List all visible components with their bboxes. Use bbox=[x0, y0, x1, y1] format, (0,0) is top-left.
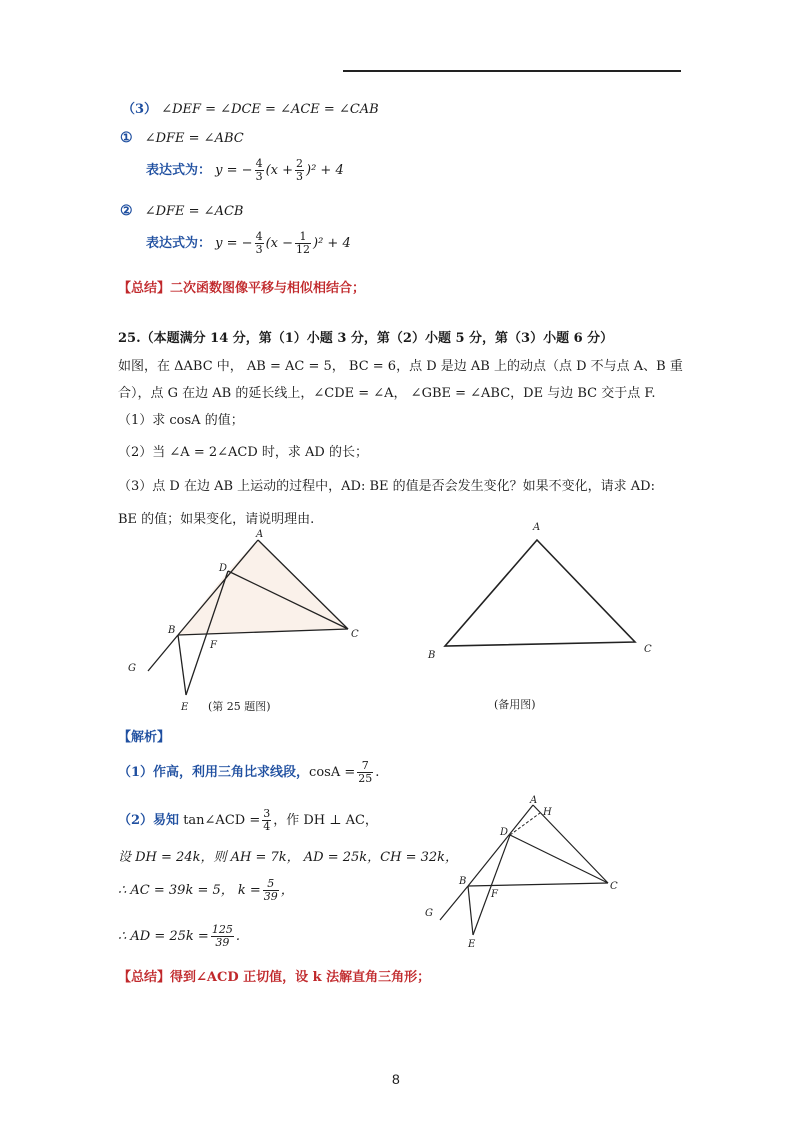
answer-2-line-4-end: . bbox=[235, 929, 240, 944]
part3-relation: ∠DEF = ∠DCE = ∠ACE = ∠CAB bbox=[161, 102, 379, 117]
header-rule bbox=[343, 70, 681, 72]
fig3-label-c: C bbox=[610, 881, 618, 892]
fig3-segment-be bbox=[468, 886, 473, 935]
case1-condition: ∠DFE = ∠ABC bbox=[144, 131, 244, 146]
case1-marker: ① bbox=[120, 130, 133, 146]
question-3-line-2: BE 的值；如果变化，请说明理由. bbox=[118, 512, 315, 527]
case1-frac-a: $\frac{4}{3}$ bbox=[255, 157, 263, 183]
question-1: （1）求 cosA 的值； bbox=[118, 413, 244, 428]
answer-2-line-3-pre: ∴ AC = 39k = 5， k = bbox=[118, 883, 261, 898]
fig3-label-a: A bbox=[530, 795, 538, 806]
page-number: 8 bbox=[392, 1071, 400, 1087]
answer-2-line-3 bbox=[118, 878, 294, 903]
answer-2-line-2: 设 DH = 24k，则 AH = 7k， AD = 25k，CH = 32k， bbox=[118, 850, 459, 865]
case2-expr-mid: (x − bbox=[265, 236, 293, 251]
case2-condition-line bbox=[120, 203, 243, 219]
fig3-label-d: D bbox=[500, 827, 509, 838]
case2-marker: ② bbox=[120, 203, 133, 219]
figure-25-diagram bbox=[120, 525, 370, 725]
fig2-triangle-abc bbox=[445, 540, 635, 646]
problem-line-2: 合），点 G 在边 AB 的延长线上，∠CDE = ∠A， ∠GBE = ∠ABC，DE 与边 BC 交于点 F. bbox=[118, 386, 656, 401]
fig1-label-e: E bbox=[181, 702, 189, 713]
fig1-label-d: D bbox=[219, 563, 228, 574]
case2-expr-lhs: y = − bbox=[215, 236, 253, 251]
backup-diagram bbox=[420, 515, 680, 715]
answer-2-line-3-end: ， bbox=[280, 883, 294, 898]
fig1-caption: (第 25 题图) bbox=[208, 700, 271, 713]
answer-2-line-4 bbox=[118, 924, 240, 949]
fig1-label-a: A bbox=[256, 529, 264, 540]
fig3-label-h: H bbox=[543, 807, 552, 818]
fig1-label-f: F bbox=[210, 640, 217, 651]
answer-2-line-4-pre: ∴ AD = 25k = bbox=[118, 929, 209, 944]
analysis-diagram bbox=[420, 795, 620, 955]
fig3-segment-dc bbox=[510, 835, 608, 883]
answer-2-tan: tan∠ACD = bbox=[183, 813, 261, 828]
answer-1-text: （1）作高，利用三角比求线段， bbox=[118, 765, 310, 780]
fig3-label-g: G bbox=[425, 908, 433, 919]
fig1-extension-bg bbox=[148, 635, 178, 671]
part3-line bbox=[122, 98, 379, 117]
case1-expr-label: 表达式为： bbox=[146, 163, 212, 178]
answer-1-end: . bbox=[375, 765, 380, 780]
fig1-label-g: G bbox=[128, 663, 136, 674]
summary-2: 【总结】得到∠ACD 正切值，设 k 法解直角三角形； bbox=[118, 970, 431, 985]
case1-expr-mid: (x + bbox=[265, 163, 293, 178]
fig2-label-b: B bbox=[428, 650, 436, 661]
case1-expr-lhs: y = − bbox=[215, 163, 253, 178]
case1-expression bbox=[146, 158, 344, 183]
answer-2-k-frac: $\frac{5}{39}$ bbox=[263, 877, 278, 903]
answer-1 bbox=[118, 760, 379, 785]
case2-expression bbox=[146, 231, 351, 256]
question-3-line-1: （3）点 D 在边 AB 上运动的过程中，AD: BE 的值是否会发生变化？如果不变化，请求 AD: bbox=[118, 479, 655, 494]
case2-frac-b: $\frac{1}{12}$ bbox=[296, 230, 310, 256]
fig1-label-c: C bbox=[351, 629, 359, 640]
case2-frac-a: $\frac{4}{3}$ bbox=[255, 230, 263, 256]
fig3-height-dh bbox=[510, 813, 540, 835]
summary-1: 【总结】二次函数图像平移与相似相结合； bbox=[118, 281, 366, 296]
fig3-side-bc bbox=[468, 883, 608, 886]
case1-frac-b: $\frac{2}{3}$ bbox=[296, 157, 303, 183]
answer-2-prefix: （2）易知 bbox=[118, 813, 180, 828]
analysis-header: 【解析】 bbox=[118, 730, 171, 745]
fig2-label-a: A bbox=[533, 522, 541, 533]
part3-label: （3） bbox=[122, 102, 158, 117]
fig3-label-b: B bbox=[459, 876, 467, 887]
case2-expr-tail: )² + 4 bbox=[313, 236, 351, 251]
answer-2-line-1 bbox=[118, 808, 378, 833]
case1-expr-tail: )² + 4 bbox=[306, 163, 344, 178]
answer-1-cos: cosA = bbox=[309, 765, 356, 780]
fig2-caption: (备用图) bbox=[494, 698, 536, 711]
question-2: （2）当 ∠A = 2∠ACD 时，求 AD 的长； bbox=[118, 445, 368, 460]
case2-expr-label: 表达式为： bbox=[146, 236, 212, 251]
fig2-label-c: C bbox=[644, 644, 652, 655]
case1-condition-line bbox=[120, 130, 244, 146]
fig3-label-e: E bbox=[468, 939, 476, 950]
answer-2-frac: $\frac{3}{4}$ bbox=[263, 807, 271, 833]
case2-condition: ∠DFE = ∠ACB bbox=[144, 204, 244, 219]
fig1-label-b: B bbox=[168, 625, 176, 636]
fig3-side-ab bbox=[468, 805, 533, 886]
problem-header: 25.（本题满分 14 分，第（1）小题 3 分，第（2）小题 5 分，第（3）小题 6 分） bbox=[118, 331, 614, 346]
answer-2-ad-frac: $\frac{125}{39}$ bbox=[211, 923, 233, 949]
problem-line-1: 如图，在 ΔABC 中， AB = AC = 5， BC = 6，点 D 是边 AB 上的动点（点 D 不与点 A、B 重 bbox=[118, 359, 683, 374]
answer-1-frac: $\frac{7}{25}$ bbox=[358, 759, 373, 785]
fig3-label-f: F bbox=[491, 889, 498, 900]
answer-2-tail: ，作 DH ⊥ AC， bbox=[273, 813, 378, 828]
fig1-segment-be bbox=[178, 635, 186, 695]
fig3-extension-bg bbox=[440, 886, 468, 920]
